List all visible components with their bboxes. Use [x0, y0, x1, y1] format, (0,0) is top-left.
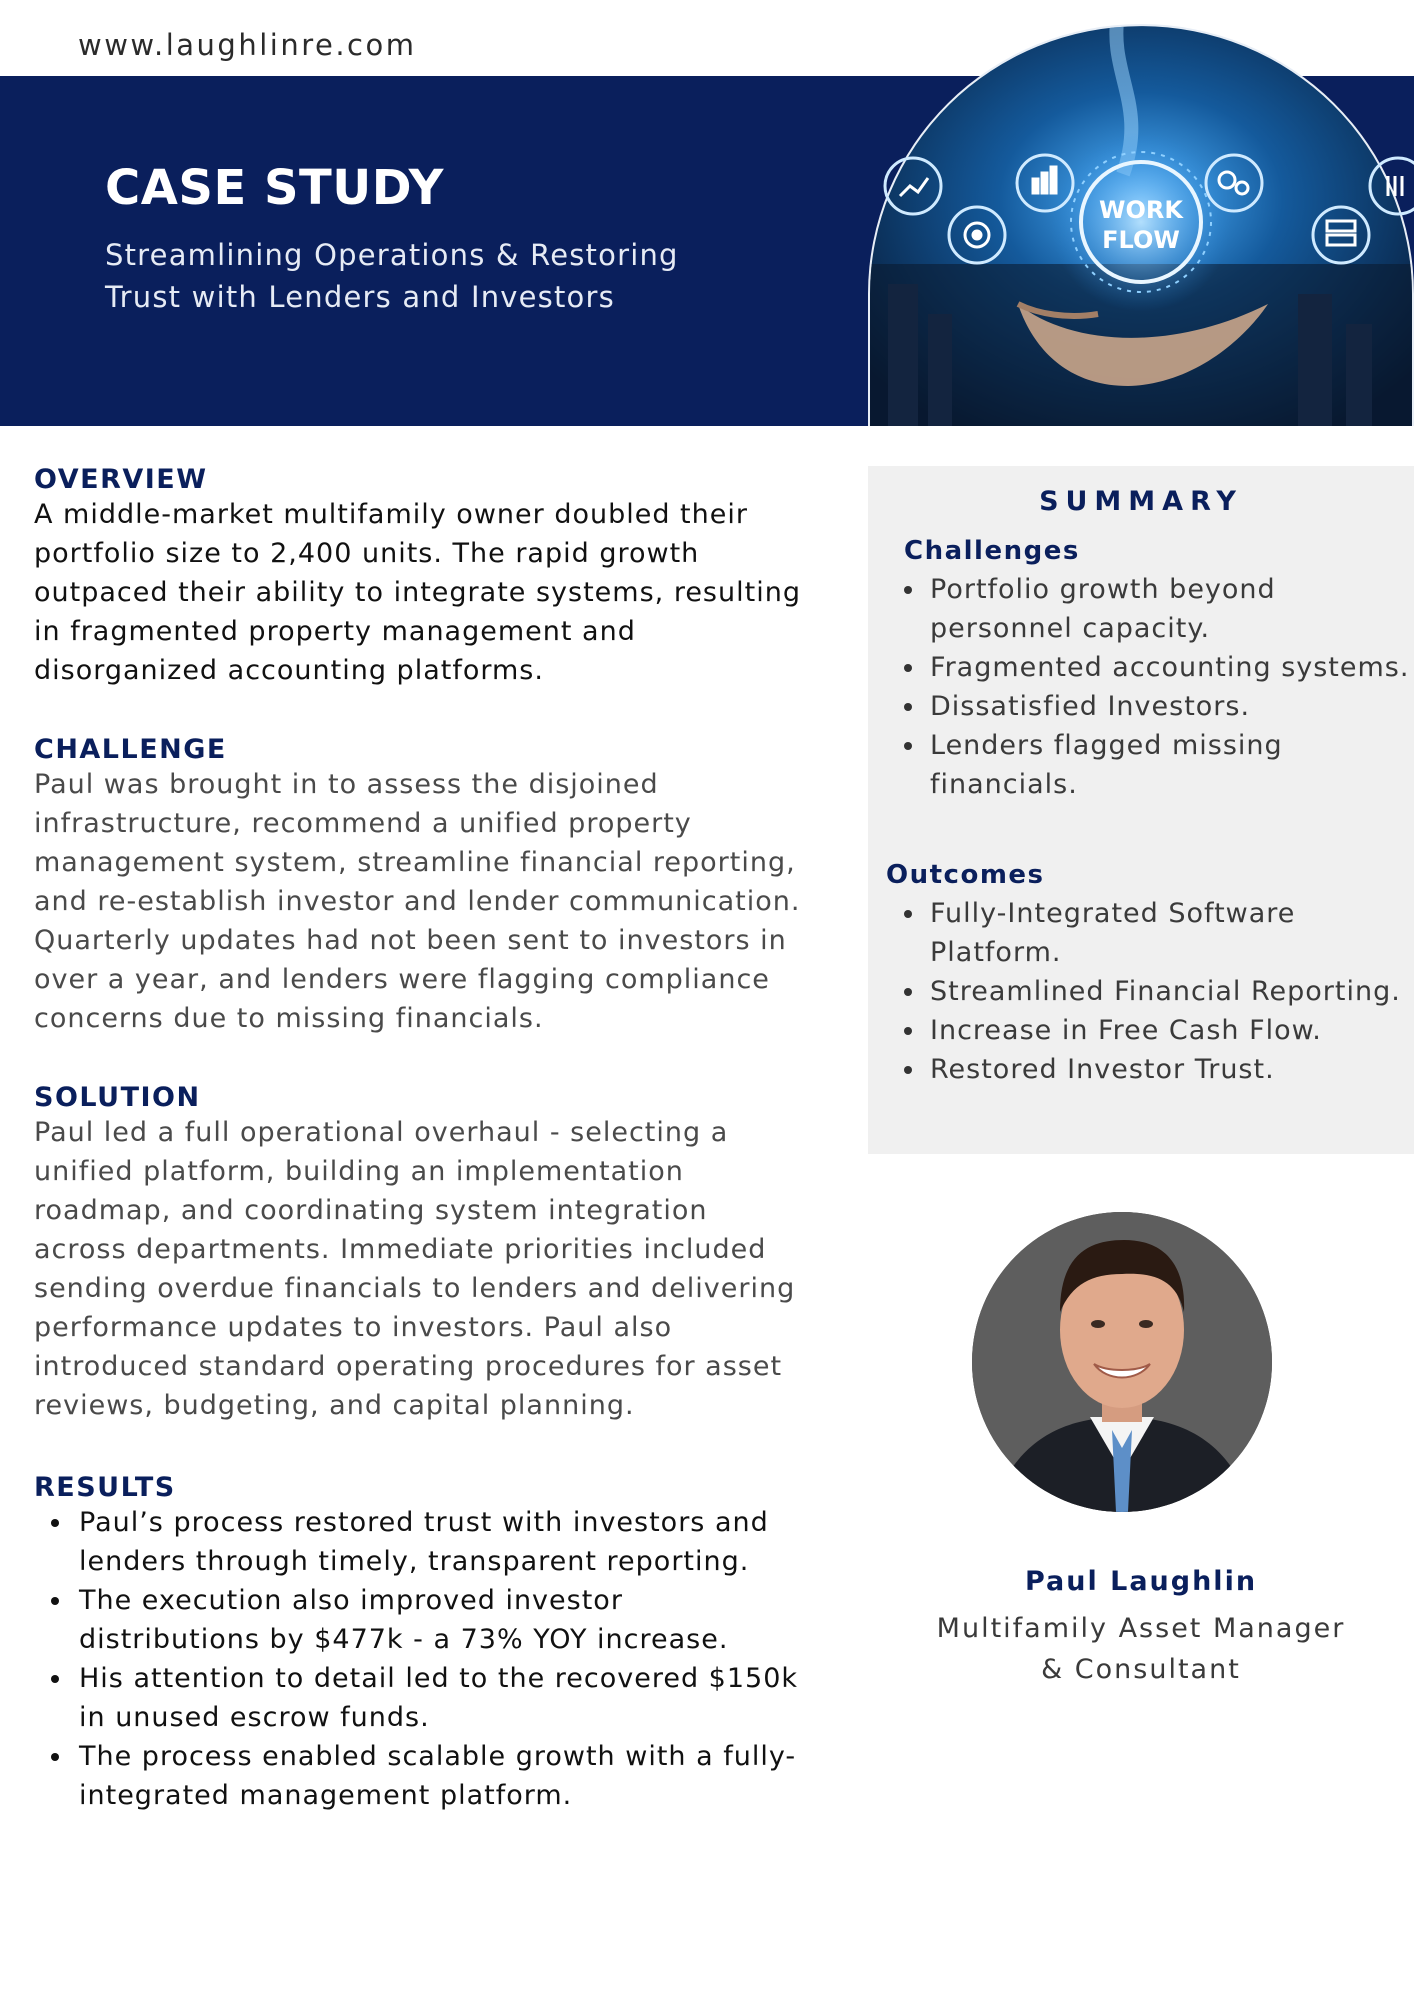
summary-challenge-item: Dissatisfied Investors. [930, 687, 1410, 726]
workflow-label-line-1: WORK [1099, 196, 1183, 224]
challenge-section [34, 734, 804, 1038]
results-section [34, 1472, 804, 1815]
results-heading: RESULTS [34, 1472, 176, 1503]
subtitle-line-2: Trust with Lenders and Investors [105, 280, 615, 314]
results-item: His attention to detail led to the recovered $150k in unused escrow funds. [79, 1659, 804, 1737]
summary-challenges-list [930, 570, 1410, 804]
summary-outcomes-list [930, 894, 1414, 1089]
results-item: The process enabled scalable growth with a fully-integrated management platform. [79, 1737, 804, 1815]
summary-title: SUMMARY [1039, 486, 1243, 517]
results-item: The execution also improved investor distributions by $477k - a 73% YOY increase. [79, 1581, 804, 1659]
summary-outcomes-heading: Outcomes [886, 860, 1045, 890]
overview-text: A middle-market multifamily owner doubled their portfolio size to 2,400 units. The rapid growth outpaced their ability to integrate systems, resulting in fragmented property management and disorganized accounting platforms. [34, 499, 801, 686]
summary-challenge-item: Lenders flagged missing financials. [930, 726, 1410, 804]
summary-outcome-item: Streamlined Financial Reporting. [930, 972, 1414, 1011]
results-item: Paul’s process restored trust with investors and lenders through timely, transparent reporting. [79, 1503, 804, 1581]
summary-challenge-item: Fragmented accounting systems. [930, 648, 1410, 687]
workflow-hero-image [868, 14, 1414, 426]
profile-role [868, 1608, 1414, 1690]
summary-outcome-item: Restored Investor Trust. [930, 1050, 1414, 1089]
challenge-text: Paul was brought in to assess the disjoined infrastructure, recommend a unified property management system, streamline financial reporting, and re-establish investor and lender communication. Quarterly updates had not been sent to investors in over a year, and lenders were flagging compliance concerns due to missing financials. [34, 769, 801, 1034]
profile-role-line-1: Multifamily Asset Manager [936, 1613, 1346, 1644]
subtitle-line-1: Streamlining Operations & Restoring [105, 238, 679, 272]
summary-outcome-item: Increase in Free Cash Flow. [930, 1011, 1414, 1050]
profile-name: Paul Laughlin [1024, 1566, 1258, 1597]
solution-heading: SOLUTION [34, 1082, 201, 1113]
workflow-label-line-2: FLOW [1102, 226, 1180, 254]
page-title: CASE STUDY [105, 160, 444, 216]
overview-heading: OVERVIEW [34, 464, 208, 495]
overview-section [34, 464, 804, 690]
profile-photo [972, 1212, 1272, 1512]
summary-outcome-item: Fully-Integrated Software Platform. [930, 894, 1414, 972]
summary-challenges-heading: Challenges [904, 536, 1080, 566]
solution-section [34, 1082, 804, 1425]
challenge-heading: CHALLENGE [34, 734, 227, 765]
website-url[interactable]: www.laughlinre.com [78, 28, 417, 62]
results-list [34, 1503, 804, 1815]
solution-text: Paul led a full operational overhaul - selecting a unified platform, building an implementation roadmap, and coordinating system integration across departments. Immediate priorities included sending overdue financials to lenders and delivering performance updates to investors. Paul also introduced standard operating procedures for asset reviews, budgeting, and capital planning. [34, 1117, 796, 1421]
summary-panel [868, 466, 1414, 1154]
page-subtitle [105, 234, 725, 318]
summary-challenge-item: Portfolio growth beyond personnel capacity. [930, 570, 1410, 648]
profile-role-line-2: & Consultant [1041, 1654, 1241, 1685]
